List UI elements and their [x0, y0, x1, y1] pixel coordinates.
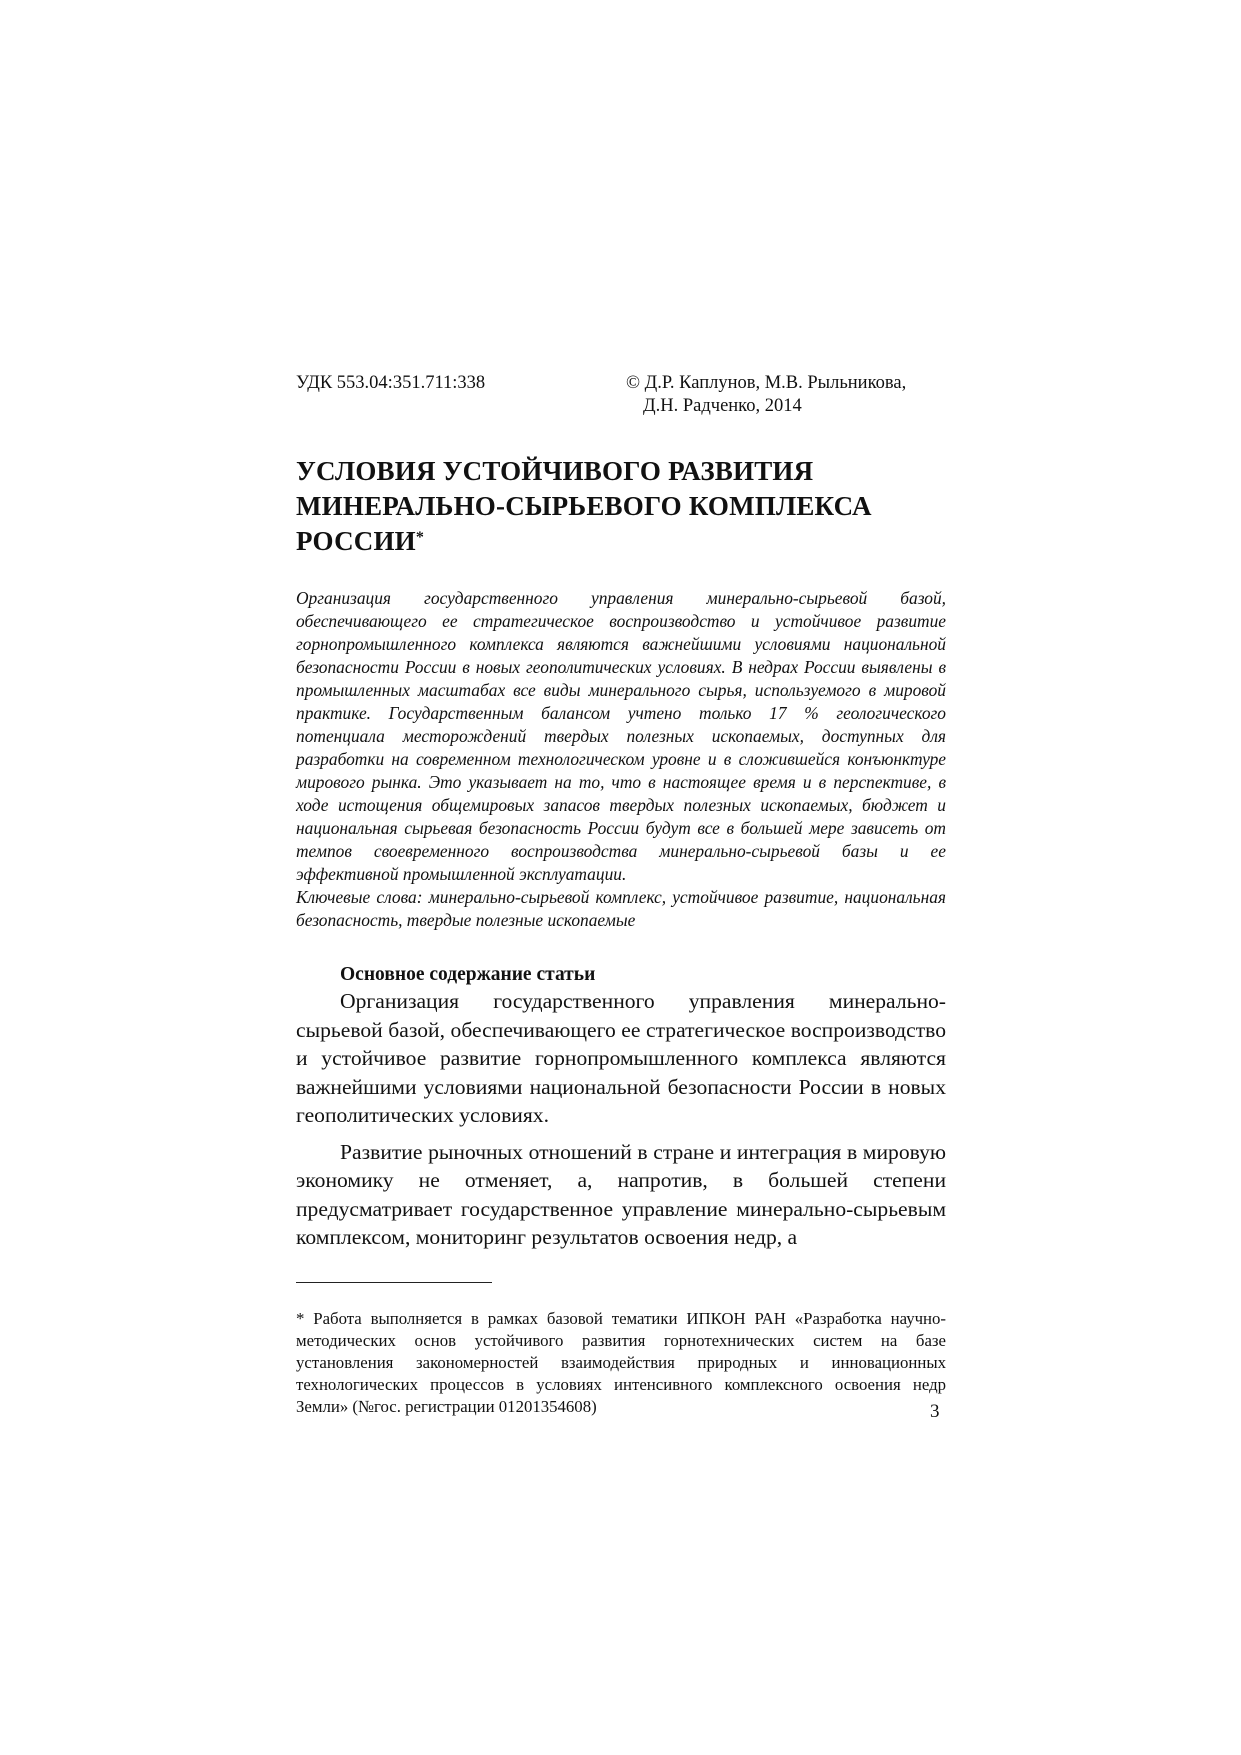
udk-code: УДК 553.04:351.711:338 — [296, 373, 486, 393]
title-line-3: РОССИИ — [296, 526, 416, 556]
body-paragraph-1: Организация государственного управления минерально-сырьевой базой, обеспечивающего ее стратегическое воспроизводство и устойчивое развитие горнопромышленного комплекса являются важнейшими условиями национальной безопасности России в новых геополитических условиях. — [296, 989, 946, 1127]
page-number: 3 — [930, 1401, 940, 1422]
article-page — [296, 372, 946, 1418]
article-meta — [296, 372, 946, 418]
title-line-1: УСЛОВИЯ УСТОЙЧИВОГО РАЗВИТИЯ — [296, 456, 814, 486]
title-line-2: МИНЕРАЛЬНО-СЫРЬЕВОГО КОМПЛЕКСА — [296, 491, 872, 521]
copyright-notice — [626, 372, 906, 418]
section-heading: Основное содержание статьи — [340, 964, 596, 985]
article-title — [296, 454, 946, 559]
copyright-authors: © Д.Р. Каплунов, М.В. Рыльникова, — [626, 373, 907, 393]
keywords: Ключевые слова: минерально-сырьевой комплекс, устойчивое развитие, национальная безопасность, твердые полезные ископаемые — [296, 887, 946, 930]
footnote: * Работа выполняется в рамках базовой тематики ИПКОН РАН «Разработка научно-методических основ устойчивого развития горнотехнических систем на базе установления закономерностей взаимодействия природных и инновационных технологических процессов в условиях интенсивного комплексного освоения недр Земли» (№гос. регистрации 01201354608) — [296, 1308, 946, 1416]
body-paragraph-2: Развитие рыночных отношений в стране и интеграция в мировую экономику не отменяет, а, напротив, в большей степени предусматривает государственное управление минерально-сырьевым комплексом, мониторинг результатов освоения недр, а — [296, 1139, 946, 1249]
footnote-divider — [296, 1282, 492, 1283]
copyright-year: Д.Н. Радченко, 2014 — [643, 396, 802, 416]
abstract: Организация государственного управления минерально-сырьевой базой, обеспечивающего ее стратегическое воспроизводство и устойчивое развитие горнопромышленного комплекса являются важнейшими условиями национальной безопасности России в новых геополитических условиях. В недрах России выявлены в промышленных масштабах все виды минерального сырья, используемого в мировой практике. Государственным балансом учтено только 17 % геологического потенциала месторождений твердых полезных ископаемых, доступных для разработки на современном технологическом уровне и в сложившейся конъюнктуре мирового рынка. Это указывает на то, что в настоящее время и в перспективе, в ходе истощения общемировых запасов твердых полезных ископаемых, бюджет и национальная сырьевая безопасность России будут все в большей мере зависеть от темпов своевременного воспроизводства минерально-сырьевой базы и ее эффективной промышленной эксплуатации. — [296, 588, 946, 884]
title-footnote-mark: * — [415, 529, 425, 546]
